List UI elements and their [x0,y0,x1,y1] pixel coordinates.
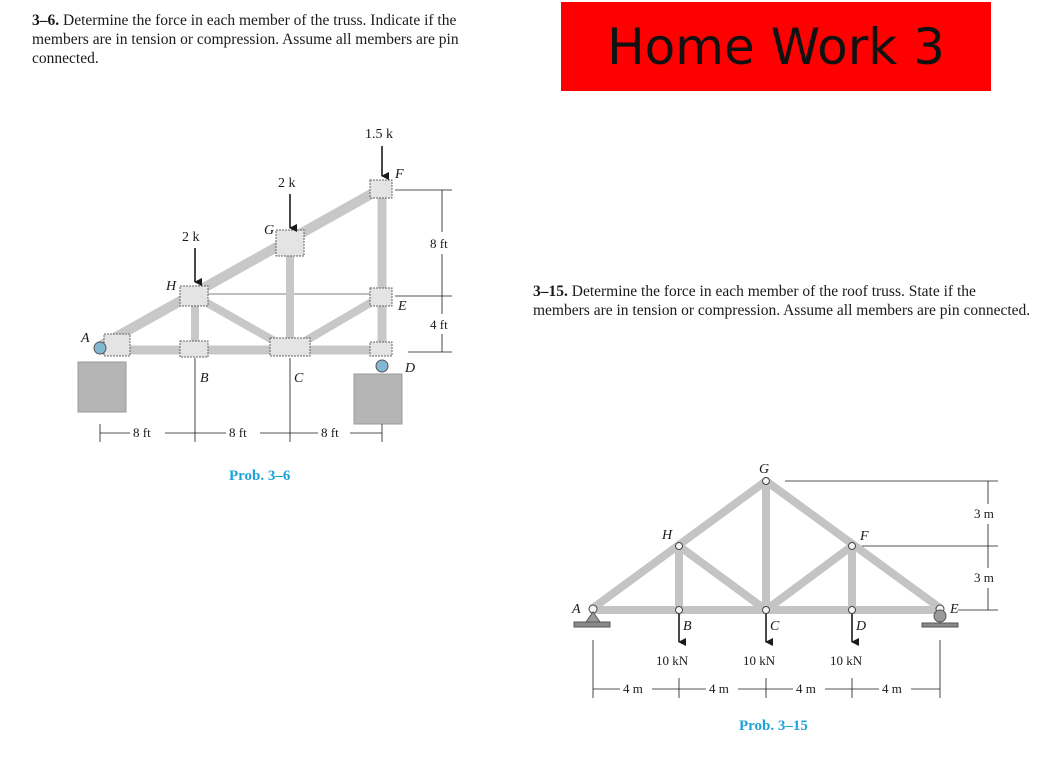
joint-label-315-c: C [770,619,780,634]
problem-3-15-number: 3–15. [533,283,568,300]
support-wall-left [78,362,126,412]
problem-3-6-number: 3–6. [32,12,60,29]
load-label-d: 10 kN [830,653,863,668]
dim-3-6-h3: 8 ft [321,425,339,440]
dim-3-6-v1: 8 ft [430,236,448,251]
pin-a [94,342,106,354]
joint-label-f: F [395,167,404,182]
dim-3-6-v2: 4 ft [430,317,448,332]
joint-label-e: E [398,299,407,314]
roller-support-e [934,610,946,622]
load-label-h: 2 k [182,230,200,245]
joint-label-315-h: H [662,528,673,543]
joint-label-d: D [405,361,416,376]
dim-3-15-h4: 4 m [882,681,902,696]
dims-3-15-vertical [785,481,998,610]
joint-label-315-g: G [759,462,770,477]
loads-3-15 [679,614,852,642]
joint-label-315-d: D [856,619,867,634]
load-label-b: 10 kN [656,653,689,668]
joint-label-h: H [166,279,177,294]
truss-3-15 [593,481,940,610]
joint-label-315-e: E [950,602,959,617]
dim-3-15-h2: 4 m [709,681,729,696]
joint-label-b: B [200,371,209,386]
homework-banner-text: Home Work 3 [607,17,945,76]
truss-3-6-members [100,188,382,352]
support-wall-right [354,374,402,424]
load-label-c: 10 kN [743,653,776,668]
dim-3-6-h1: 8 ft [133,425,151,440]
joint-label-c: C [294,371,304,386]
load-label-g: 2 k [278,176,296,191]
dim-3-6-h2: 8 ft [229,425,247,440]
joint-label-315-f: F [860,529,869,544]
dim-3-15-h3: 4 m [796,681,816,696]
load-label-f: 1.5 k [365,127,393,142]
problem-3-6-text: Determine the force in each member of the truss. Indicate if the members are in tension or compression. Assume all members are pin connected. [32,12,459,67]
truss-3-6 [78,180,402,424]
problem-3-15-text: Determine the force in each member of the roof truss. State if the members are in tension or compression. Assume all members are pin connected. [533,283,1031,319]
dim-3-15-v2: 3 m [974,570,994,585]
joint-label-315-b: B [683,619,692,634]
dim-3-15-h1: 4 m [623,681,643,696]
roller-d [376,360,388,372]
problem-3-6-caption: Prob. 3–6 [229,468,291,484]
problem-3-15-caption: Prob. 3–15 [739,718,808,734]
joint-label-g: G [264,223,275,238]
dim-3-15-v1: 3 m [974,506,994,521]
joint-label-a: A [81,331,90,346]
joint-label-315-a: A [572,602,581,617]
